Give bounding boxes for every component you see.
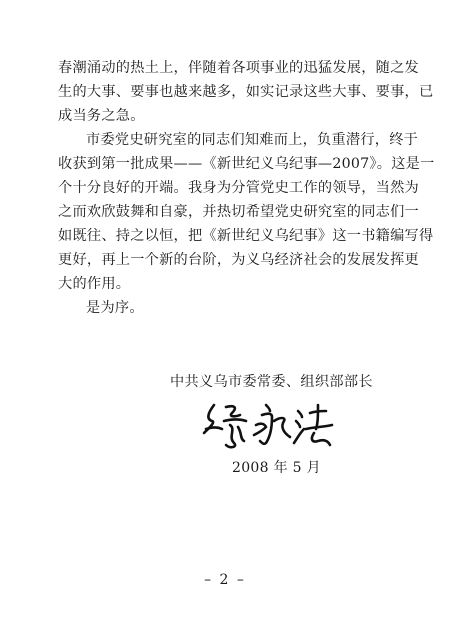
handwritten-signature (200, 399, 340, 451)
text-line: 之而欢欣鼓舞和自豪，并热切希望党史研究室的同志们一 (58, 204, 419, 220)
closing-line: 是为序。 (86, 300, 144, 316)
text-line: 收获到第一批成果——《新世纪义乌纪事—2007》。这是一 (58, 156, 435, 172)
paragraph-start-line: 市委党史研究室的同志们知难而上，负重潜行，终于 (86, 132, 419, 148)
text-line: 个十分良好的开端。我身为分管党史工作的领导，当然为 (58, 180, 419, 196)
signature-date: 2008 年 5 月 (232, 460, 321, 476)
preface-body (58, 56, 435, 320)
text-line: 如既往、持之以恒，把《新世纪义乌纪事》这一书籍编写得 (58, 228, 434, 244)
page-number: – 2 – (204, 572, 246, 588)
author-title: 中共义乌市委常委、组织部部长 (170, 374, 373, 390)
text-line: 生的大事、要事也越来越多，如实记录这些大事、要事，已 (58, 84, 434, 100)
text-line: 大的作用。 (58, 276, 131, 292)
signoff-block (170, 371, 400, 476)
text-line: 春潮涌动的热土上，伴随着各项事业的迅猛发展，随之发 (58, 60, 419, 76)
text-line: 更好，再上一个新的台阶，为义乌经济社会的发展发挥更 (58, 252, 419, 268)
text-line: 成当务之急。 (58, 108, 145, 124)
